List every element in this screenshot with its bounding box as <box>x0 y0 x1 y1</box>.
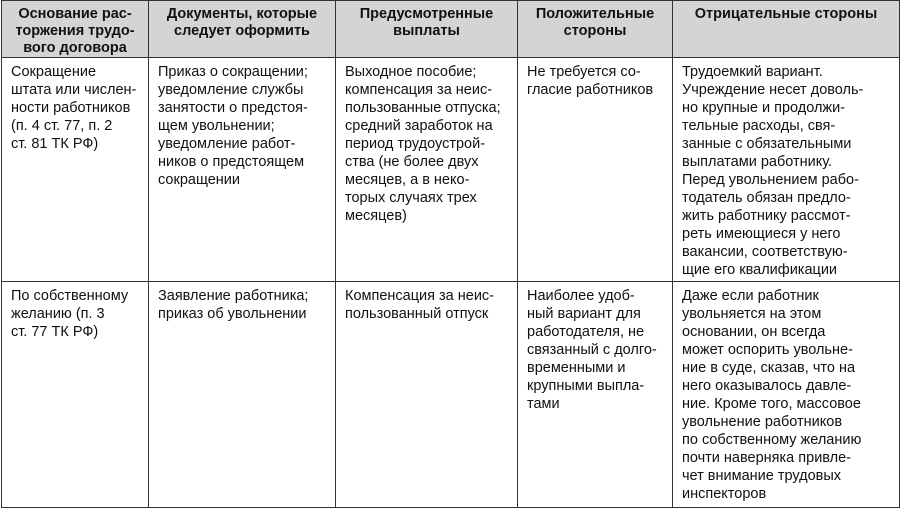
cell-cons <box>673 58 900 282</box>
table-row <box>2 282 900 508</box>
cell-text: Приказ о сокращении; уведомление службы занятости о предстоя- щем увольнении; уведомление работ- ников о предстоящем сокращении <box>158 64 308 188</box>
cell-text: Выходное пособие; компенсация за неис- пользованные отпуска; средний заработок на период трудоустрой- ства (не более двух месяцев, а в неко- торых случаях трех месяцев) <box>345 64 501 224</box>
header-payments <box>336 1 518 58</box>
cell-text: Наиболее удоб- ный вариант для работодателя, не связанный с долго- временными и крупными выпла- тами <box>527 288 657 412</box>
header-grounds <box>2 1 149 58</box>
cell-text: Компенсация за неис- пользованный отпуск <box>345 288 494 322</box>
cell-cons <box>673 282 900 508</box>
cell-documents <box>149 282 336 508</box>
cell-text: Даже если работник увольняется на этом основании, он всегда может оспорить увольне- ние в суде, сказав, что на него оказывалось давле- ние. Кроме того, массовое увольнение работников по собственному желанию почти наверняка привле- чет внимание трудовых инспекторов <box>682 288 862 502</box>
header-documents <box>149 1 336 58</box>
header-pros <box>518 1 673 58</box>
header-pros-text: Положительные стороны <box>535 6 655 39</box>
header-payments-text: Предусмотренные выплаты <box>359 6 494 39</box>
cell-pros <box>518 282 673 508</box>
header-cons-text: Отрицательные стороны <box>694 6 878 22</box>
cell-text: Трудоемкий вариант. Учреждение несет доволь- но крупные и продолжи- тельные расходы, свя- занные с обязательными выплатами работнику. Перед увольнением рабо- тодатель обязан предло- жить работнику рассмот- реть имеющиеся у него вакансии, соответствую- щие его квалификации <box>682 64 864 278</box>
cell-payments <box>336 58 518 282</box>
table-row <box>2 58 900 282</box>
header-grounds-text: Основание рас- торжения трудо- вого договора <box>15 6 135 56</box>
cell-payments <box>336 282 518 508</box>
dismissal-grounds-table <box>1 0 900 508</box>
cell-text: По собственному желанию (п. 3 ст. 77 ТК РФ) <box>11 288 129 340</box>
table-header-row <box>2 1 900 58</box>
cell-documents <box>149 58 336 282</box>
cell-pros <box>518 58 673 282</box>
header-cons <box>673 1 900 58</box>
cell-text: Сокращение штата или числен- ности работников (п. 4 ст. 77, п. 2 ст. 81 ТК РФ) <box>11 64 137 152</box>
cell-grounds <box>2 58 149 282</box>
cell-grounds <box>2 282 149 508</box>
cell-text: Не требуется со- гласие работников <box>527 64 654 98</box>
header-documents-text: Документы, которые следует оформить <box>166 6 318 39</box>
cell-text: Заявление работника; приказ об увольнении <box>158 288 309 322</box>
